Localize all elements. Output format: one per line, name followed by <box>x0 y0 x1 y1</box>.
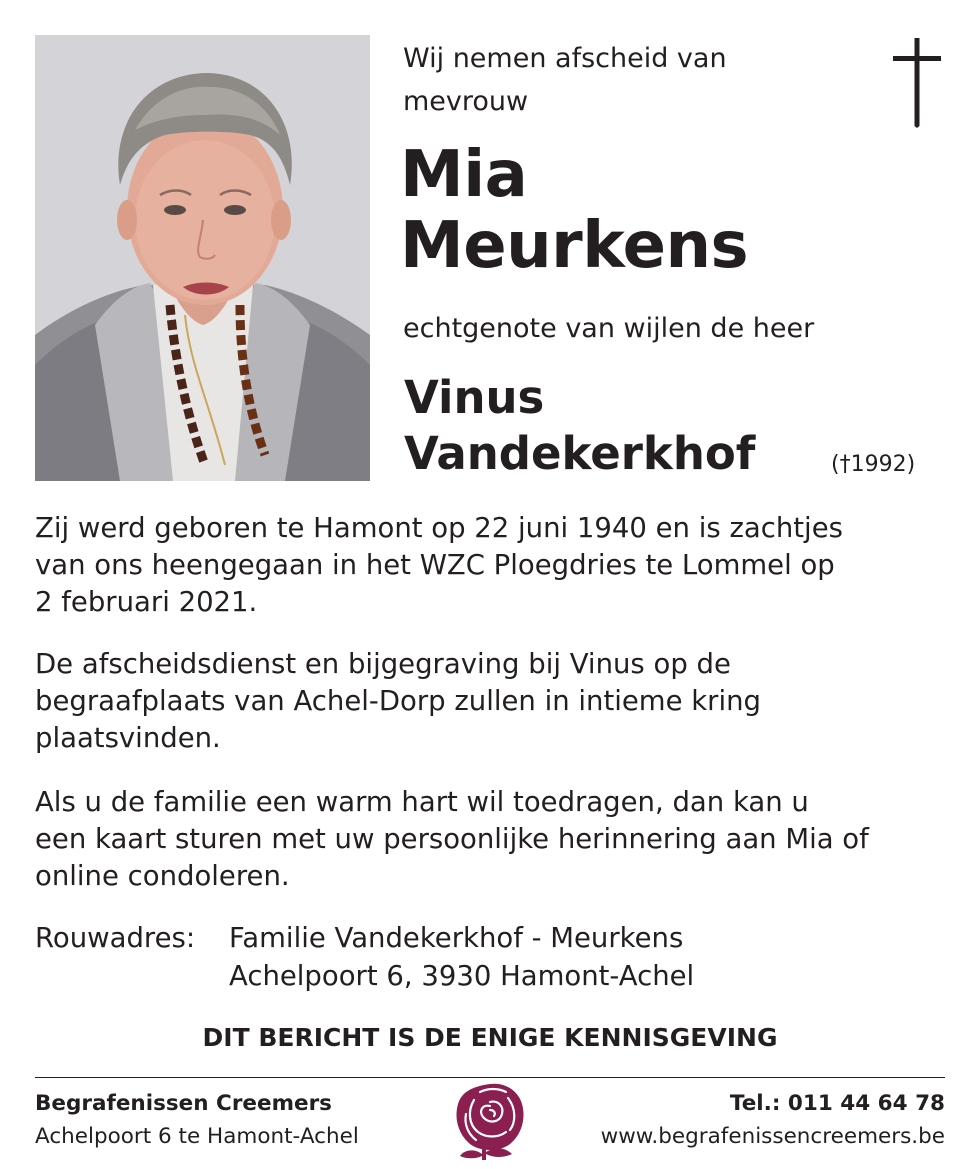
funeral-home-phone: Tel.: 011 44 64 78 <box>729 1091 945 1116</box>
rose-icon <box>452 1080 528 1162</box>
mourning-address-line-2: Achelpoort 6, 3930 Hamont-Achel <box>229 960 695 992</box>
paragraph-line: Zij werd geboren te Hamont op 22 juni 1940 en is zachtjes <box>35 512 843 544</box>
paragraph-line: begraafplaats van Achel-Dorp zullen in intieme kring <box>35 685 761 717</box>
mourning-address-line-1: Familie Vandekerkhof - Meurkens <box>229 922 684 954</box>
portrait-photo <box>35 35 370 481</box>
cross-icon <box>893 38 941 128</box>
paragraph-line: plaatsvinden. <box>35 722 221 754</box>
spouse-last-name: Vandekerkhof <box>404 427 756 480</box>
spouse-intro: echtgenote van wijlen de heer <box>403 313 815 344</box>
paragraph-line: van ons heengegaan in het WZC Ploegdries te Lommel op <box>35 549 835 581</box>
spouse-death-year: (†1992) <box>831 452 916 477</box>
deceased-last-name: Meurkens <box>400 209 749 283</box>
paragraph-ceremony <box>35 646 955 757</box>
intro-text <box>403 37 873 123</box>
intro-line-1: Wij nemen afscheid van <box>403 43 727 74</box>
mourning-address-label: Rouwadres: <box>35 922 196 954</box>
intro-line-2: mevrouw <box>403 86 529 117</box>
paragraph-line: Als u de familie een warm hart wil toedragen, dan kan u <box>35 786 809 818</box>
funeral-home-website: www.begrafenissencreemers.be <box>600 1124 945 1149</box>
paragraph-birth-death <box>35 510 955 621</box>
spouse-first-name: Vinus <box>404 371 545 424</box>
deceased-name <box>400 140 960 282</box>
paragraph-line: een kaart sturen met uw persoonlijke herinnering aan Mia of <box>35 823 869 855</box>
paragraph-line: De afscheidsdienst en bijgegraving bij Vinus op de <box>35 648 731 680</box>
deceased-first-name: Mia <box>400 138 528 212</box>
funeral-home-address: Achelpoort 6 te Hamont-Achel <box>35 1124 359 1149</box>
paragraph-line: 2 februari 2021. <box>35 586 258 618</box>
paragraph-condolences <box>35 784 955 895</box>
paragraph-line: online condoleren. <box>35 860 290 892</box>
funeral-home-name: Begrafenissen Creemers <box>35 1091 332 1116</box>
footer-divider <box>35 1077 945 1078</box>
sole-notice-statement: DIT BERICHT IS DE ENIGE KENNISGEVING <box>202 1023 778 1052</box>
